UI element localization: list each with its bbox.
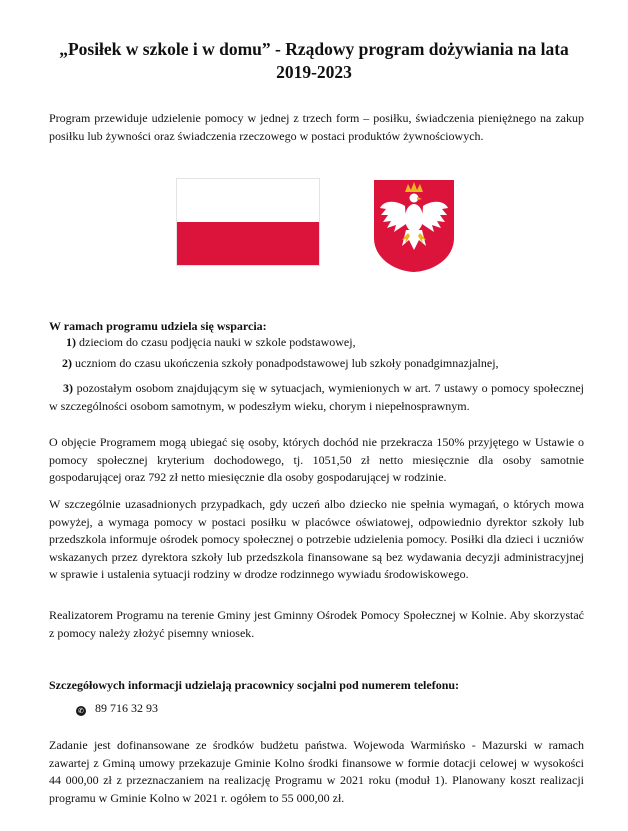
support-item-number: 2) bbox=[62, 356, 72, 370]
support-item-1 bbox=[66, 334, 356, 351]
polish-flag-image bbox=[176, 178, 320, 266]
support-item-3 bbox=[49, 380, 584, 415]
phone-row bbox=[76, 700, 158, 717]
support-item-text: uczniom do czasu ukończenia szkoły ponadpodstawowej lub szkoły ponadgimnazjalnej, bbox=[75, 356, 499, 370]
support-heading: W ramach programu udziela się wsparcia: bbox=[49, 319, 267, 333]
implementer-paragraph: Realizatorem Programu na terenie Gminy jest Gminny Ośrodek Pomocy Społecznej w Kolnie. Aby skorzystać z pomocy należy złożyć pisemny wniosek. bbox=[49, 608, 584, 640]
document-title: „Posiłek w szkole i w domu” - Rządowy program dożywiania na lata 2019-2023 bbox=[59, 39, 569, 82]
flag-red-stripe bbox=[177, 222, 319, 265]
eligibility-paragraph: O objęcie Programem mogą ubiegać się osoby, których dochód nie przekracza 150% przyjętego w Ustawie o pomocy społecznej kryterium dochodowego, tj. 1051,50 zł netto miesięcznie dla osoby samotnie gospodarującej oraz 792 zł netto miesięcznie dla osoby gospodarującej w rodzinie. bbox=[49, 435, 584, 484]
support-item-2 bbox=[62, 355, 499, 372]
coat-of-arms-icon bbox=[372, 178, 456, 274]
intro-paragraph: Program przewiduje udzielenie pomocy w jednej z trzech form – posiłku, świadczenia pieniężnego na zakup posiłku lub żywności oraz świadczenia rzeczowego w postaci produktów żywnościowych. bbox=[49, 111, 584, 143]
flag-white-stripe bbox=[177, 179, 319, 222]
funding-paragraph: Zadanie jest dofinansowane ze środków budżetu państwa. Wojewoda Warmińsko - Mazurski w ramach zawartej z Gminą umowy przekazuje Gminie Kolno środki finansowe w formie dotacji celowej w wysokości 44 000,00 zł z przeznaczaniem na realizację Programu w 2021 roku (moduł 1). Planowany koszt realizacji programu w Gminie Kolno w 2021 r. ogółem to 55 000,00 zł. bbox=[49, 738, 584, 805]
phone-number: 89 716 32 93 bbox=[95, 701, 158, 715]
support-item-text: dzieciom do czasu podjęcia nauki w szkole podstawowej, bbox=[79, 335, 356, 349]
support-item-text: pozostałym osobom znajdującym się w sytuacjach, wymienionych w art. 7 ustawy o pomocy społecznej w szczególności osobom samotnym, w podeszłym wieku, chorym i niepełnosprawnym. bbox=[49, 381, 585, 413]
special-cases-paragraph: W szczególnie uzasadnionych przypadkach, gdy uczeń albo dziecko nie spełnia wymagań, o których mowa powyżej, a wymaga pomocy w postaci posiłku w placówce oświatowej, odpowiednio dyrektor szkoły lub przedszkola informuje ośrodek pomocy społecznej o potrzebie udzielenia pomocy. Posiłki dla dzieci i uczniów wskazanych przez dyrektora szkoły lub przedszkola finansowane są bez wydawania decyzji administracyjnej w sprawie i ustalenia sytuacji rodziny w drodze rodzinnego wywiadu środowiskowego. bbox=[49, 497, 584, 581]
contact-heading: Szczegółowych informacji udzielają pracownicy socjalni pod numerem telefonu: bbox=[49, 678, 460, 692]
support-item-number: 3) bbox=[63, 381, 73, 395]
phone-icon: ✆ bbox=[76, 706, 86, 716]
support-item-number: 1) bbox=[66, 335, 76, 349]
